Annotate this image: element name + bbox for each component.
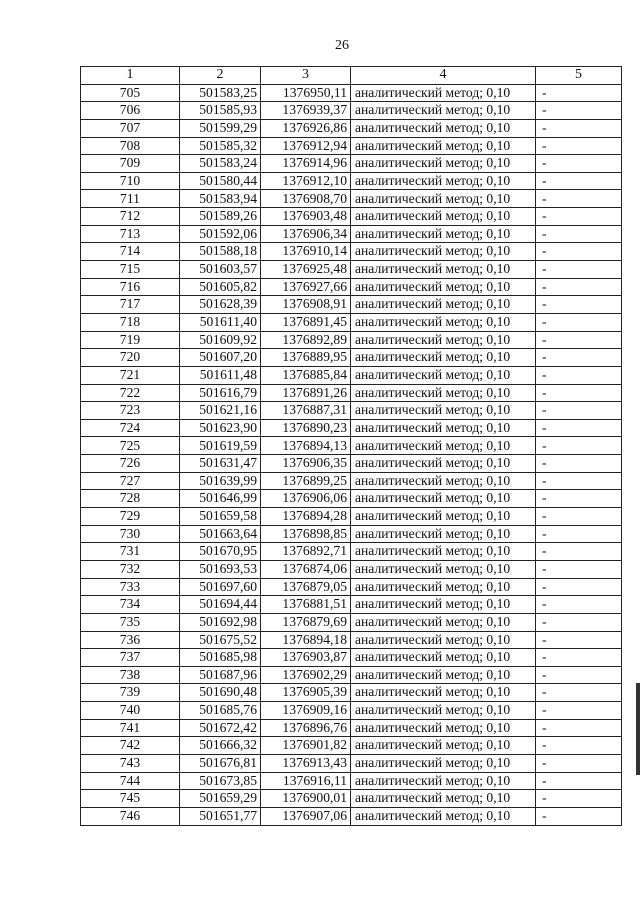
- cell-remark: -: [536, 684, 622, 702]
- cell-remark: -: [536, 790, 622, 808]
- cell-y-coordinate: 1376913,43: [261, 754, 351, 772]
- cell-x-coordinate: 501670,95: [180, 543, 261, 561]
- cell-method-accuracy: аналитический метод; 0,10: [351, 737, 536, 755]
- table-row: [81, 119, 622, 137]
- cell-method-accuracy: аналитический метод; 0,10: [351, 402, 536, 420]
- cell-x-coordinate: 501692,98: [180, 613, 261, 631]
- cell-point-number: 705: [81, 84, 180, 102]
- cell-x-coordinate: 501585,93: [180, 102, 261, 120]
- cell-remark: -: [536, 313, 622, 331]
- cell-remark: -: [536, 102, 622, 120]
- cell-x-coordinate: 501611,40: [180, 313, 261, 331]
- cell-remark: -: [536, 155, 622, 173]
- cell-point-number: 734: [81, 596, 180, 614]
- cell-point-number: 709: [81, 155, 180, 173]
- cell-remark: -: [536, 490, 622, 508]
- cell-point-number: 728: [81, 490, 180, 508]
- cell-point-number: 717: [81, 296, 180, 314]
- cell-x-coordinate: 501659,58: [180, 508, 261, 526]
- cell-method-accuracy: аналитический метод; 0,10: [351, 560, 536, 578]
- cell-y-coordinate: 1376892,71: [261, 543, 351, 561]
- cell-point-number: 738: [81, 666, 180, 684]
- table-row: [81, 102, 622, 120]
- table-row: [81, 225, 622, 243]
- cell-y-coordinate: 1376906,06: [261, 490, 351, 508]
- table-row: [81, 278, 622, 296]
- cell-method-accuracy: аналитический метод; 0,10: [351, 807, 536, 825]
- cell-x-coordinate: 501607,20: [180, 349, 261, 367]
- cell-y-coordinate: 1376890,23: [261, 419, 351, 437]
- cell-x-coordinate: 501639,99: [180, 472, 261, 490]
- cell-method-accuracy: аналитический метод; 0,10: [351, 331, 536, 349]
- table-row: [81, 790, 622, 808]
- cell-remark: -: [536, 402, 622, 420]
- cell-y-coordinate: 1376906,34: [261, 225, 351, 243]
- cell-method-accuracy: аналитический метод; 0,10: [351, 702, 536, 720]
- table-row: [81, 490, 622, 508]
- cell-x-coordinate: 501694,44: [180, 596, 261, 614]
- cell-point-number: 727: [81, 472, 180, 490]
- cell-y-coordinate: 1376909,16: [261, 702, 351, 720]
- cell-y-coordinate: 1376896,76: [261, 719, 351, 737]
- table-row: [81, 137, 622, 155]
- cell-y-coordinate: 1376908,70: [261, 190, 351, 208]
- cell-method-accuracy: аналитический метод; 0,10: [351, 155, 536, 173]
- cell-y-coordinate: 1376925,48: [261, 261, 351, 279]
- table-row: [81, 402, 622, 420]
- cell-x-coordinate: 501646,99: [180, 490, 261, 508]
- cell-method-accuracy: аналитический метод; 0,10: [351, 666, 536, 684]
- cell-y-coordinate: 1376927,66: [261, 278, 351, 296]
- cell-y-coordinate: 1376914,96: [261, 155, 351, 173]
- cell-method-accuracy: аналитический метод; 0,10: [351, 596, 536, 614]
- cell-remark: -: [536, 455, 622, 473]
- cell-method-accuracy: аналитический метод; 0,10: [351, 278, 536, 296]
- cell-point-number: 744: [81, 772, 180, 790]
- cell-method-accuracy: аналитический метод; 0,10: [351, 684, 536, 702]
- cell-method-accuracy: аналитический метод; 0,10: [351, 84, 536, 102]
- cell-y-coordinate: 1376901,82: [261, 737, 351, 755]
- cell-point-number: 730: [81, 525, 180, 543]
- cell-point-number: 725: [81, 437, 180, 455]
- coordinates-table: [80, 66, 622, 826]
- cell-y-coordinate: 1376910,14: [261, 243, 351, 261]
- cell-remark: -: [536, 578, 622, 596]
- cell-y-coordinate: 1376891,26: [261, 384, 351, 402]
- cell-y-coordinate: 1376889,95: [261, 349, 351, 367]
- table-row: [81, 684, 622, 702]
- cell-x-coordinate: 501609,92: [180, 331, 261, 349]
- cell-method-accuracy: аналитический метод; 0,10: [351, 543, 536, 561]
- table-row: [81, 261, 622, 279]
- cell-remark: -: [536, 807, 622, 825]
- table-row: [81, 243, 622, 261]
- cell-remark: -: [536, 137, 622, 155]
- cell-remark: -: [536, 719, 622, 737]
- cell-x-coordinate: 501616,79: [180, 384, 261, 402]
- cell-point-number: 706: [81, 102, 180, 120]
- column-header-4: 4: [351, 67, 536, 85]
- cell-method-accuracy: аналитический метод; 0,10: [351, 225, 536, 243]
- cell-point-number: 739: [81, 684, 180, 702]
- cell-y-coordinate: 1376885,84: [261, 366, 351, 384]
- cell-point-number: 720: [81, 349, 180, 367]
- cell-method-accuracy: аналитический метод; 0,10: [351, 790, 536, 808]
- cell-x-coordinate: 501659,29: [180, 790, 261, 808]
- cell-point-number: 735: [81, 613, 180, 631]
- cell-y-coordinate: 1376887,31: [261, 402, 351, 420]
- cell-x-coordinate: 501605,82: [180, 278, 261, 296]
- cell-method-accuracy: аналитический метод; 0,10: [351, 172, 536, 190]
- cell-remark: -: [536, 613, 622, 631]
- table-body: [81, 84, 622, 825]
- column-header-3: 3: [261, 67, 351, 85]
- cell-point-number: 737: [81, 649, 180, 667]
- column-header-1: 1: [81, 67, 180, 85]
- cell-method-accuracy: аналитический метод; 0,10: [351, 208, 536, 226]
- cell-x-coordinate: 501673,85: [180, 772, 261, 790]
- cell-point-number: 743: [81, 754, 180, 772]
- cell-y-coordinate: 1376898,85: [261, 525, 351, 543]
- cell-x-coordinate: 501585,32: [180, 137, 261, 155]
- table-row: [81, 737, 622, 755]
- cell-remark: -: [536, 596, 622, 614]
- column-header-5: 5: [536, 67, 622, 85]
- table-row: [81, 437, 622, 455]
- cell-remark: -: [536, 560, 622, 578]
- cell-y-coordinate: 1376894,13: [261, 437, 351, 455]
- cell-remark: -: [536, 631, 622, 649]
- cell-x-coordinate: 501675,52: [180, 631, 261, 649]
- cell-y-coordinate: 1376879,05: [261, 578, 351, 596]
- column-header-2: 2: [180, 67, 261, 85]
- cell-method-accuracy: аналитический метод; 0,10: [351, 508, 536, 526]
- table-row: [81, 366, 622, 384]
- cell-point-number: 736: [81, 631, 180, 649]
- cell-y-coordinate: 1376881,51: [261, 596, 351, 614]
- cell-point-number: 710: [81, 172, 180, 190]
- cell-remark: -: [536, 172, 622, 190]
- cell-y-coordinate: 1376950,11: [261, 84, 351, 102]
- cell-remark: -: [536, 243, 622, 261]
- cell-method-accuracy: аналитический метод; 0,10: [351, 243, 536, 261]
- cell-remark: -: [536, 419, 622, 437]
- cell-x-coordinate: 501583,94: [180, 190, 261, 208]
- cell-x-coordinate: 501619,59: [180, 437, 261, 455]
- cell-x-coordinate: 501583,24: [180, 155, 261, 173]
- cell-point-number: 746: [81, 807, 180, 825]
- cell-x-coordinate: 501592,06: [180, 225, 261, 243]
- cell-method-accuracy: аналитический метод; 0,10: [351, 313, 536, 331]
- cell-point-number: 732: [81, 560, 180, 578]
- cell-point-number: 712: [81, 208, 180, 226]
- table-row: [81, 613, 622, 631]
- cell-remark: -: [536, 525, 622, 543]
- cell-method-accuracy: аналитический метод; 0,10: [351, 490, 536, 508]
- cell-method-accuracy: аналитический метод; 0,10: [351, 419, 536, 437]
- cell-method-accuracy: аналитический метод; 0,10: [351, 525, 536, 543]
- cell-y-coordinate: 1376891,45: [261, 313, 351, 331]
- cell-point-number: 729: [81, 508, 180, 526]
- cell-y-coordinate: 1376916,11: [261, 772, 351, 790]
- cell-x-coordinate: 501603,57: [180, 261, 261, 279]
- table-row: [81, 543, 622, 561]
- cell-remark: -: [536, 649, 622, 667]
- cell-point-number: 715: [81, 261, 180, 279]
- cell-method-accuracy: аналитический метод; 0,10: [351, 649, 536, 667]
- table-row: [81, 208, 622, 226]
- cell-remark: -: [536, 437, 622, 455]
- cell-y-coordinate: 1376906,35: [261, 455, 351, 473]
- cell-remark: -: [536, 278, 622, 296]
- table-row: [81, 631, 622, 649]
- cell-point-number: 745: [81, 790, 180, 808]
- cell-y-coordinate: 1376939,37: [261, 102, 351, 120]
- cell-method-accuracy: аналитический метод; 0,10: [351, 613, 536, 631]
- cell-point-number: 733: [81, 578, 180, 596]
- cell-point-number: 731: [81, 543, 180, 561]
- cell-point-number: 711: [81, 190, 180, 208]
- cell-y-coordinate: 1376907,06: [261, 807, 351, 825]
- cell-x-coordinate: 501651,77: [180, 807, 261, 825]
- cell-x-coordinate: 501697,60: [180, 578, 261, 596]
- cell-remark: -: [536, 666, 622, 684]
- cell-y-coordinate: 1376926,86: [261, 119, 351, 137]
- cell-remark: -: [536, 702, 622, 720]
- cell-y-coordinate: 1376900,01: [261, 790, 351, 808]
- table-row: [81, 596, 622, 614]
- cell-method-accuracy: аналитический метод; 0,10: [351, 349, 536, 367]
- table-row: [81, 772, 622, 790]
- cell-y-coordinate: 1376899,25: [261, 472, 351, 490]
- cell-x-coordinate: 501611,48: [180, 366, 261, 384]
- cell-x-coordinate: 501588,18: [180, 243, 261, 261]
- cell-x-coordinate: 501690,48: [180, 684, 261, 702]
- cell-x-coordinate: 501685,98: [180, 649, 261, 667]
- cell-y-coordinate: 1376874,06: [261, 560, 351, 578]
- cell-x-coordinate: 501580,44: [180, 172, 261, 190]
- cell-y-coordinate: 1376903,48: [261, 208, 351, 226]
- cell-remark: -: [536, 543, 622, 561]
- cell-method-accuracy: аналитический метод; 0,10: [351, 384, 536, 402]
- table-row: [81, 702, 622, 720]
- cell-remark: -: [536, 119, 622, 137]
- cell-x-coordinate: 501628,39: [180, 296, 261, 314]
- cell-point-number: 707: [81, 119, 180, 137]
- cell-y-coordinate: 1376905,39: [261, 684, 351, 702]
- table-row: [81, 155, 622, 173]
- cell-method-accuracy: аналитический метод; 0,10: [351, 119, 536, 137]
- cell-y-coordinate: 1376908,91: [261, 296, 351, 314]
- table-row: [81, 578, 622, 596]
- cell-method-accuracy: аналитический метод; 0,10: [351, 578, 536, 596]
- cell-point-number: 708: [81, 137, 180, 155]
- cell-x-coordinate: 501631,47: [180, 455, 261, 473]
- table-row: [81, 525, 622, 543]
- cell-method-accuracy: аналитический метод; 0,10: [351, 296, 536, 314]
- table-row: [81, 666, 622, 684]
- cell-y-coordinate: 1376879,69: [261, 613, 351, 631]
- table-row: [81, 384, 622, 402]
- cell-method-accuracy: аналитический метод; 0,10: [351, 437, 536, 455]
- cell-x-coordinate: 501599,29: [180, 119, 261, 137]
- cell-remark: -: [536, 737, 622, 755]
- table-row: [81, 313, 622, 331]
- table-row: [81, 807, 622, 825]
- cell-x-coordinate: 501663,64: [180, 525, 261, 543]
- cell-method-accuracy: аналитический метод; 0,10: [351, 754, 536, 772]
- table-row: [81, 472, 622, 490]
- cell-method-accuracy: аналитический метод; 0,10: [351, 772, 536, 790]
- cell-remark: -: [536, 472, 622, 490]
- scan-edge-mark: [636, 683, 640, 775]
- cell-remark: -: [536, 190, 622, 208]
- cell-y-coordinate: 1376903,87: [261, 649, 351, 667]
- cell-x-coordinate: 501589,26: [180, 208, 261, 226]
- table-row: [81, 349, 622, 367]
- cell-x-coordinate: 501685,76: [180, 702, 261, 720]
- cell-method-accuracy: аналитический метод; 0,10: [351, 190, 536, 208]
- table-row: [81, 84, 622, 102]
- cell-x-coordinate: 501583,25: [180, 84, 261, 102]
- cell-method-accuracy: аналитический метод; 0,10: [351, 261, 536, 279]
- cell-x-coordinate: 501687,96: [180, 666, 261, 684]
- cell-method-accuracy: аналитический метод; 0,10: [351, 455, 536, 473]
- cell-remark: -: [536, 384, 622, 402]
- table-row: [81, 172, 622, 190]
- cell-point-number: 723: [81, 402, 180, 420]
- cell-remark: -: [536, 349, 622, 367]
- cell-point-number: 718: [81, 313, 180, 331]
- cell-point-number: 741: [81, 719, 180, 737]
- cell-remark: -: [536, 508, 622, 526]
- cell-remark: -: [536, 296, 622, 314]
- cell-method-accuracy: аналитический метод; 0,10: [351, 137, 536, 155]
- cell-remark: -: [536, 331, 622, 349]
- table-header-row: [81, 67, 622, 85]
- cell-y-coordinate: 1376892,89: [261, 331, 351, 349]
- cell-remark: -: [536, 754, 622, 772]
- cell-point-number: 719: [81, 331, 180, 349]
- cell-y-coordinate: 1376912,94: [261, 137, 351, 155]
- table-row: [81, 719, 622, 737]
- table-row: [81, 455, 622, 473]
- cell-point-number: 724: [81, 419, 180, 437]
- cell-method-accuracy: аналитический метод; 0,10: [351, 102, 536, 120]
- cell-point-number: 742: [81, 737, 180, 755]
- cell-point-number: 722: [81, 384, 180, 402]
- cell-x-coordinate: 501672,42: [180, 719, 261, 737]
- cell-x-coordinate: 501623,90: [180, 419, 261, 437]
- cell-remark: -: [536, 261, 622, 279]
- cell-method-accuracy: аналитический метод; 0,10: [351, 472, 536, 490]
- cell-remark: -: [536, 225, 622, 243]
- cell-method-accuracy: аналитический метод; 0,10: [351, 719, 536, 737]
- cell-point-number: 740: [81, 702, 180, 720]
- table-row: [81, 560, 622, 578]
- table-row: [81, 508, 622, 526]
- cell-remark: -: [536, 772, 622, 790]
- table-row: [81, 649, 622, 667]
- cell-point-number: 716: [81, 278, 180, 296]
- cell-x-coordinate: 501676,81: [180, 754, 261, 772]
- cell-method-accuracy: аналитический метод; 0,10: [351, 366, 536, 384]
- cell-x-coordinate: 501666,32: [180, 737, 261, 755]
- cell-y-coordinate: 1376894,28: [261, 508, 351, 526]
- cell-method-accuracy: аналитический метод; 0,10: [351, 631, 536, 649]
- table-row: [81, 296, 622, 314]
- table-row: [81, 419, 622, 437]
- cell-x-coordinate: 501693,53: [180, 560, 261, 578]
- cell-remark: -: [536, 208, 622, 226]
- cell-y-coordinate: 1376902,29: [261, 666, 351, 684]
- cell-point-number: 714: [81, 243, 180, 261]
- cell-x-coordinate: 501621,16: [180, 402, 261, 420]
- cell-point-number: 726: [81, 455, 180, 473]
- cell-y-coordinate: 1376894,18: [261, 631, 351, 649]
- page-number: 26: [335, 38, 349, 53]
- cell-y-coordinate: 1376912,10: [261, 172, 351, 190]
- cell-point-number: 721: [81, 366, 180, 384]
- table-row: [81, 331, 622, 349]
- cell-remark: -: [536, 84, 622, 102]
- cell-remark: -: [536, 366, 622, 384]
- table-row: [81, 754, 622, 772]
- cell-point-number: 713: [81, 225, 180, 243]
- table-row: [81, 190, 622, 208]
